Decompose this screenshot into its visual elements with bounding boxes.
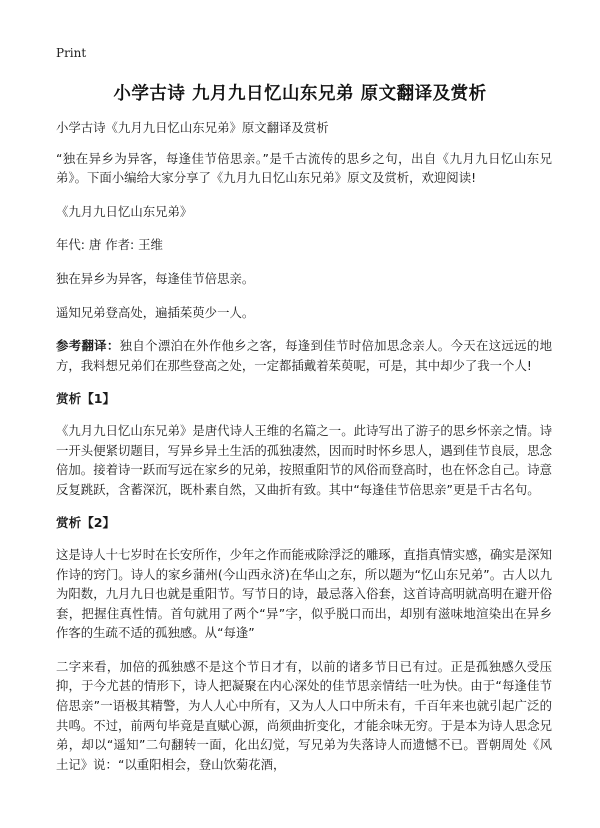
page-title: 小学古诗 九月九日忆山东兄弟 原文翻译及赏析 — [113, 84, 487, 104]
translation-text: 独自个漂泊在外作他乡之客，每逢到佳节时倍加思念亲人。今天在这远远的地方，我料想兄弟们在那些登高之处，一定都插戴着茱萸呢，可是，其中却少了我一个人! — [56, 338, 553, 373]
analysis-2-heading: 赏析【2】 — [56, 515, 116, 531]
analysis-1-paragraph: 《九月九日忆山东兄弟》是唐代诗人王维的名篇之一。此诗写出了游子的思乡怀亲之情。诗一开头便紧切题目，写异乡异土生活的孤独凄然，因而时时怀乡思人，遇到佳节良辰，思念倍加。接着诗一跃而写远在家乡的兄弟，按照重阳节的风俗而登高时，也在怀念自己。诗意反复跳跃，含蓄深沉，既朴素自然，又曲折有致。其中“每逢佳节倍思亲”更是千古名句。 — [56, 422, 552, 497]
print-link[interactable]: Print — [56, 46, 87, 60]
era-author: 年代: 唐 作者: 王维 — [56, 237, 163, 253]
poem-title: 《九月九日忆山东兄弟》 — [56, 203, 193, 219]
translation-label: 参考翻译： — [56, 338, 120, 354]
article-subtitle: 小学古诗《九月九日忆山东兄弟》原文翻译及赏析 — [56, 120, 329, 135]
article-body — [56, 118, 552, 788]
poem-line-1: 独在异乡为异客，每逢佳节倍思亲。 — [56, 270, 255, 286]
analysis-2-paragraph-1: 这是诗人十七岁时在长安所作，少年之作而能戒除浮泛的雕琢，直指真情实感，确实是深知作诗的窍门。诗人的家乡蒲州(今山西永济)在华山之东，所以题为“忆山东兄弟”。古人以九为阳数，九月九日也就是重阳节。写节日的诗，最忌落入俗套，这首诗高明就高明在避开俗套，把握住真性情。首句就用了两个“异”字，似乎脱口而出，却别有滋味地渲染出在异乡作客的生疏不适的孤独感。从“每逢” — [56, 546, 552, 641]
intro-paragraph: “独在异乡为异客，每逢佳节倍思亲。”是千古流传的思乡之句，出自《九月九日忆山东兄弟》。下面小编给大家分享了《九月九日忆山东兄弟》原文及赏析，欢迎阅读! — [56, 150, 552, 186]
analysis-2-paragraph-2: 二字来看，加倍的孤独感不是这个节日才有，以前的诸多节日已有过。正是孤独感久受压抑，于今尤甚的情形下，诗人把凝聚在内心深处的佳节思亲情结一吐为快。由于“每逢佳节倍思亲”一语极其精警，为人人心中所有，又为人人口中所未有，千百年来也就引起广泛的共鸣。不过，前两句毕竟是直赋心源，尚须曲折变化，才能余味无穷。于是本为诗人思念兄弟，却以“遥知”二句翻转一面，化出幻觉，写兄弟为失落诗人而遗憾不已。晋朝周处《风土记》说：“以重阳相会，登山饮菊花酒， — [56, 658, 552, 772]
analysis-1-heading: 赏析【1】 — [56, 391, 116, 407]
poem-line-2: 遥知兄弟登高处，遍插茱萸少一人。 — [56, 304, 255, 320]
translation-paragraph — [56, 336, 552, 375]
